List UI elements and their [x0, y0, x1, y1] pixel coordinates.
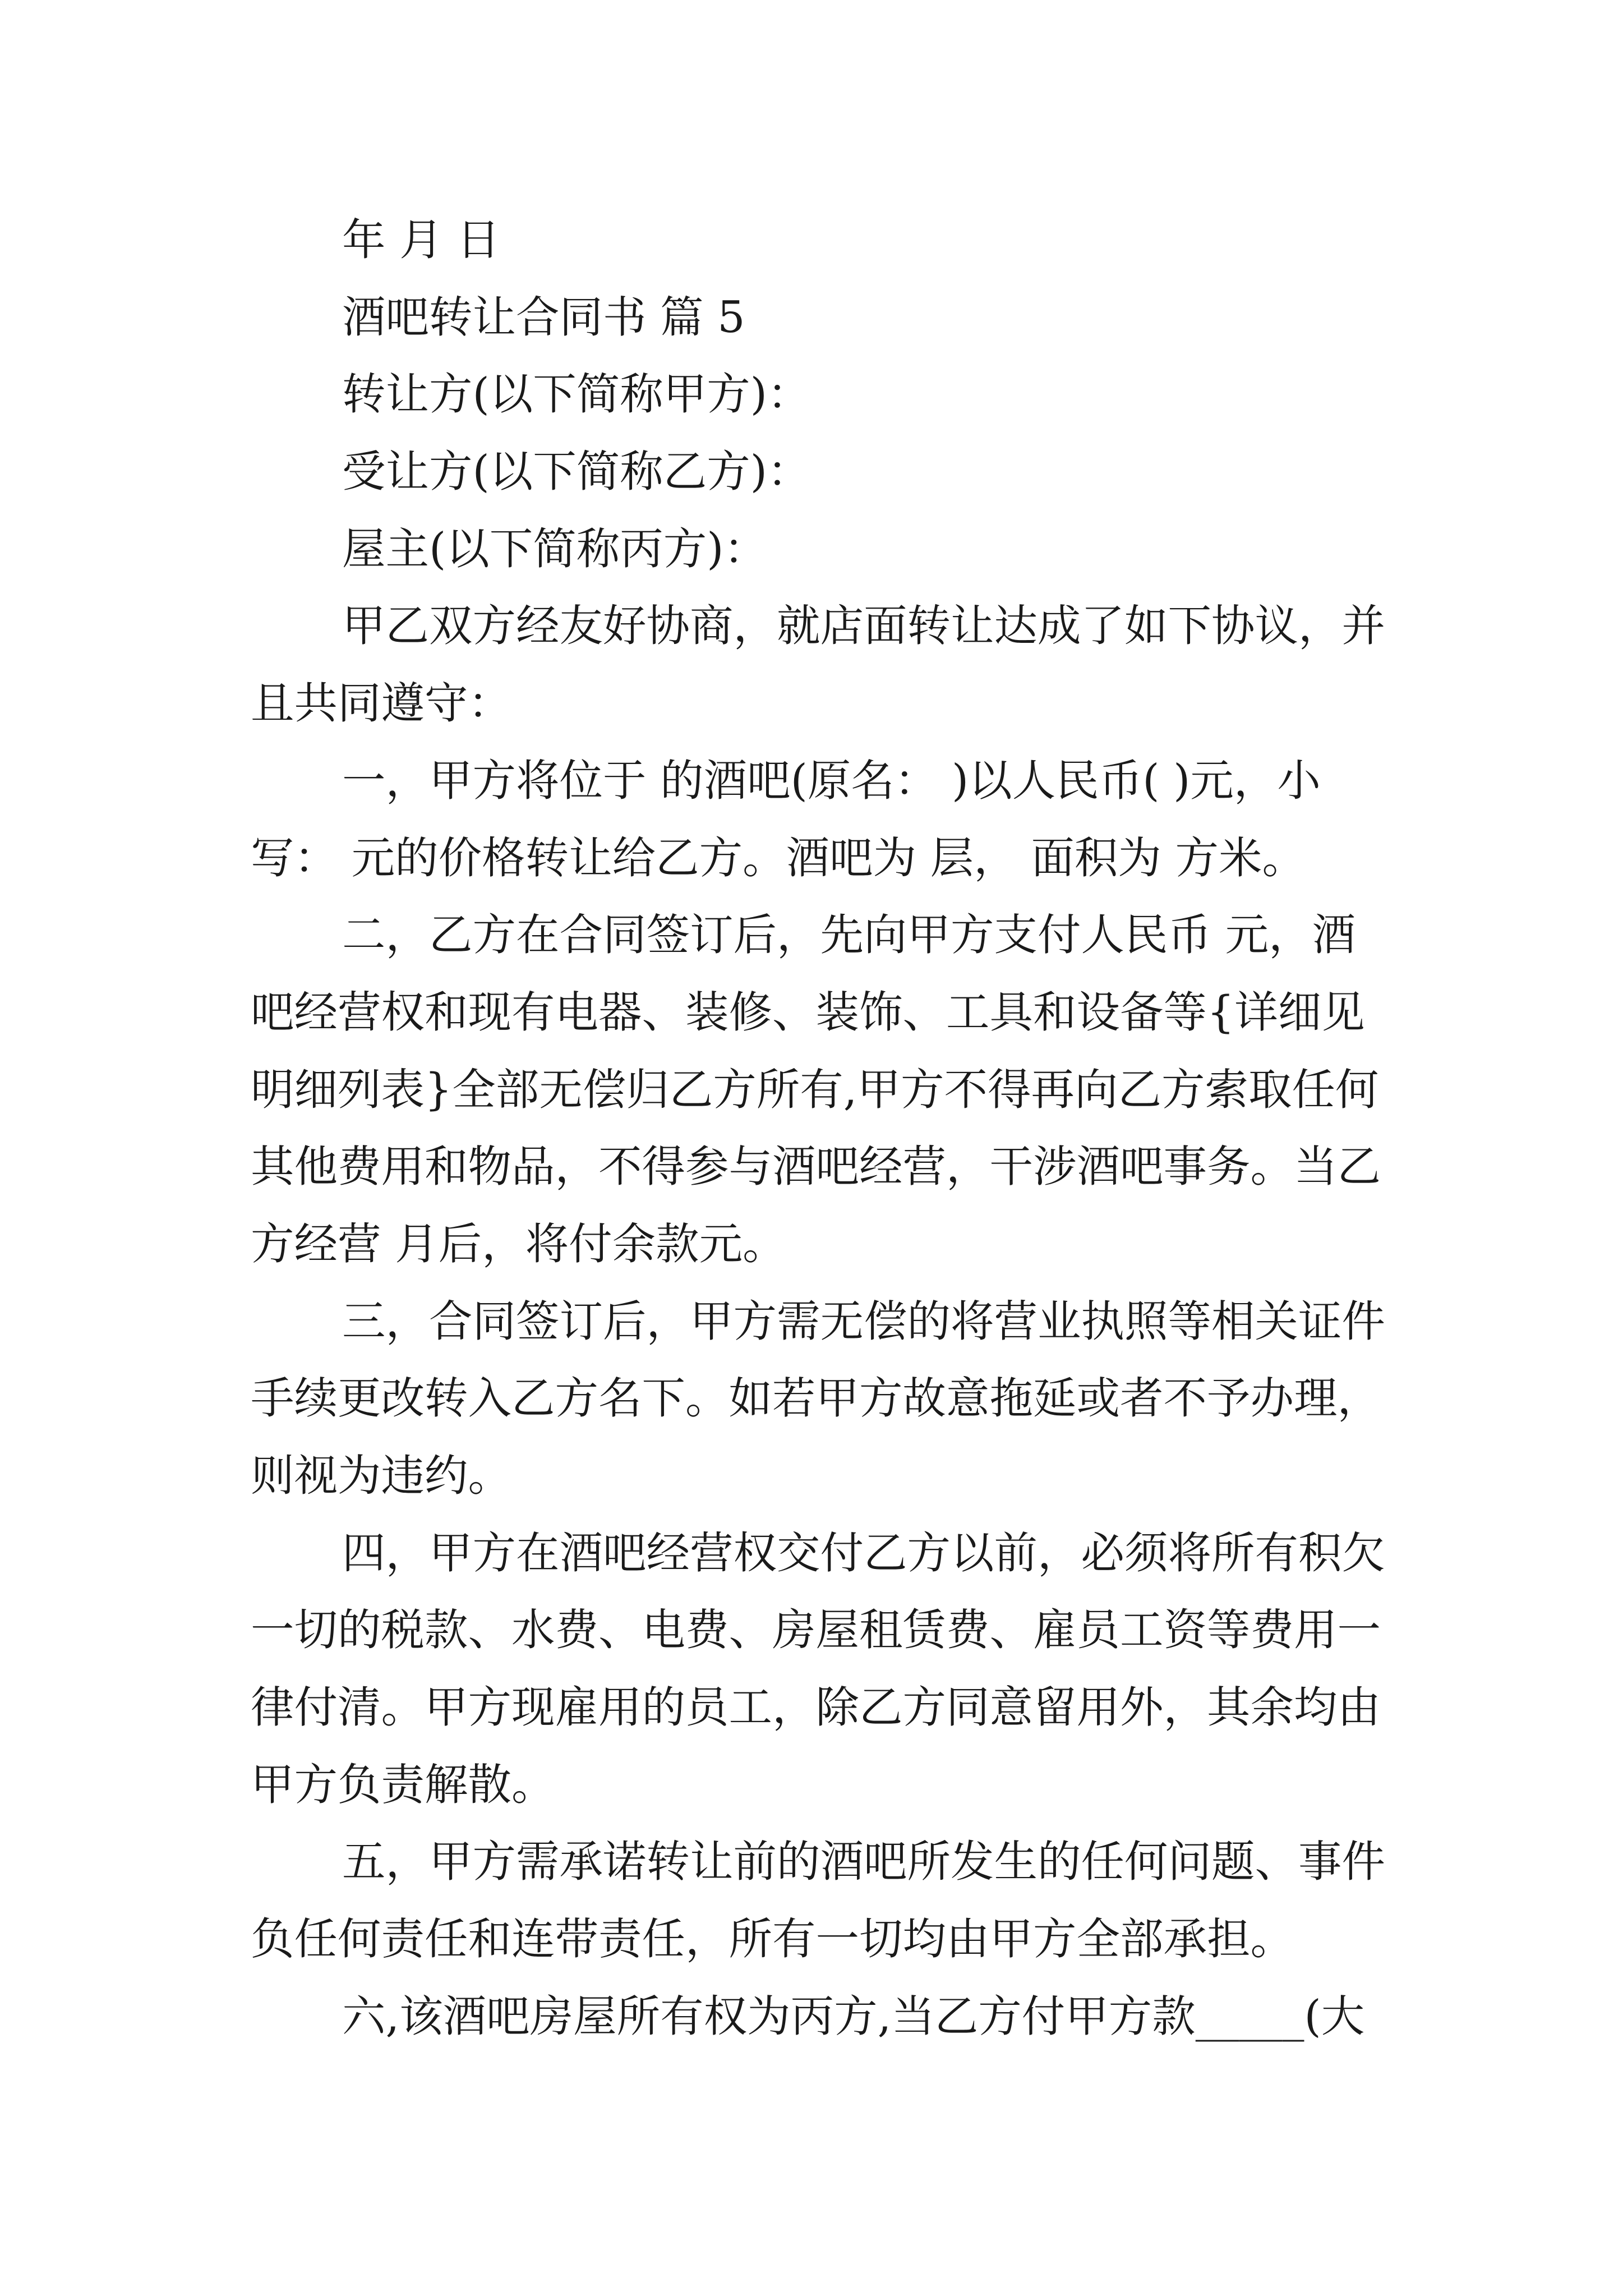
text-line: 五，甲方需承诺转让前的酒吧所发生的任何问题、事件 — [342, 1837, 1386, 1888]
text-line: 且共同遵守： — [251, 678, 512, 729]
clause-6 — [251, 1978, 1410, 2056]
party-owner — [251, 511, 1410, 588]
text-line: 受让方(以下简称乙方)： — [342, 447, 811, 498]
text-line: 其他费用和物品，不得参与酒吧经营，干涉酒吧事务。当乙 — [251, 1142, 1381, 1193]
text-line: 方经营 月后，将付余款元。 — [251, 1218, 786, 1269]
text-line: 四，甲方在酒吧经营权交付乙方以前，必须将所有积欠 — [342, 1527, 1386, 1579]
text-line: 明细列表}全部无偿归乙方所有,甲方不得再向乙方索取任何 — [251, 1064, 1379, 1115]
text-line: 甲乙双方经友好协商，就店面转让达成了如下协议，并 — [342, 601, 1386, 652]
text-line: 转让方(以下简称甲方)： — [342, 369, 811, 420]
party-transferee — [251, 434, 1410, 511]
text-line: 六,该酒吧房屋所有权为丙方,当乙方付甲方款_____(大 — [342, 1991, 1365, 2042]
text-line: 一，甲方将位于 的酒吧(原名： )以人民币( )元，小 — [342, 755, 1321, 806]
contract-title — [251, 279, 1410, 357]
text-line: 酒吧转让合同书 篇 5 — [342, 292, 745, 343]
text-line: 三，合同签订后，甲方需无偿的将营业执照等相关证件 — [342, 1296, 1386, 1347]
text-line: 负任何责任和连带责任，所有一切均由甲方全部承担。 — [251, 1914, 1294, 1965]
clause-5 — [251, 1824, 1410, 1978]
text-line: 年 月 日 — [342, 215, 500, 265]
text-line: 甲方负责解散。 — [251, 1759, 555, 1810]
clause-3 — [251, 1283, 1410, 1515]
text-line: 律付清。甲方现雇用的员工，除乙方同意留用外，其余均由 — [251, 1682, 1381, 1733]
party-transferor — [251, 356, 1410, 434]
text-line: 吧经营权和现有电器、装修、装饰、工具和设备等{详细见 — [251, 987, 1365, 1038]
text-line: 一切的税款、水费、电费、房屋租赁费、雇员工资等费用一 — [251, 1605, 1381, 1656]
text-line: 写： 元的价格转让给乙方。酒吧为 层， 面积为 方米。 — [251, 832, 1306, 884]
text-line: 屋主(以下简称丙方)： — [342, 523, 767, 574]
clause-2 — [251, 897, 1410, 1283]
text-line: 手续更改转入乙方名下。如若甲方故意拖延或者不予办理， — [251, 1373, 1381, 1424]
text-line: 二，乙方在合同签订后，先向甲方支付人民币 元，酒 — [342, 910, 1356, 961]
clause-1 — [251, 743, 1410, 897]
paragraph-intro — [251, 588, 1410, 742]
text-line: 则视为违约。 — [251, 1451, 512, 1501]
date-line — [251, 202, 1410, 279]
clause-4 — [251, 1515, 1410, 1824]
